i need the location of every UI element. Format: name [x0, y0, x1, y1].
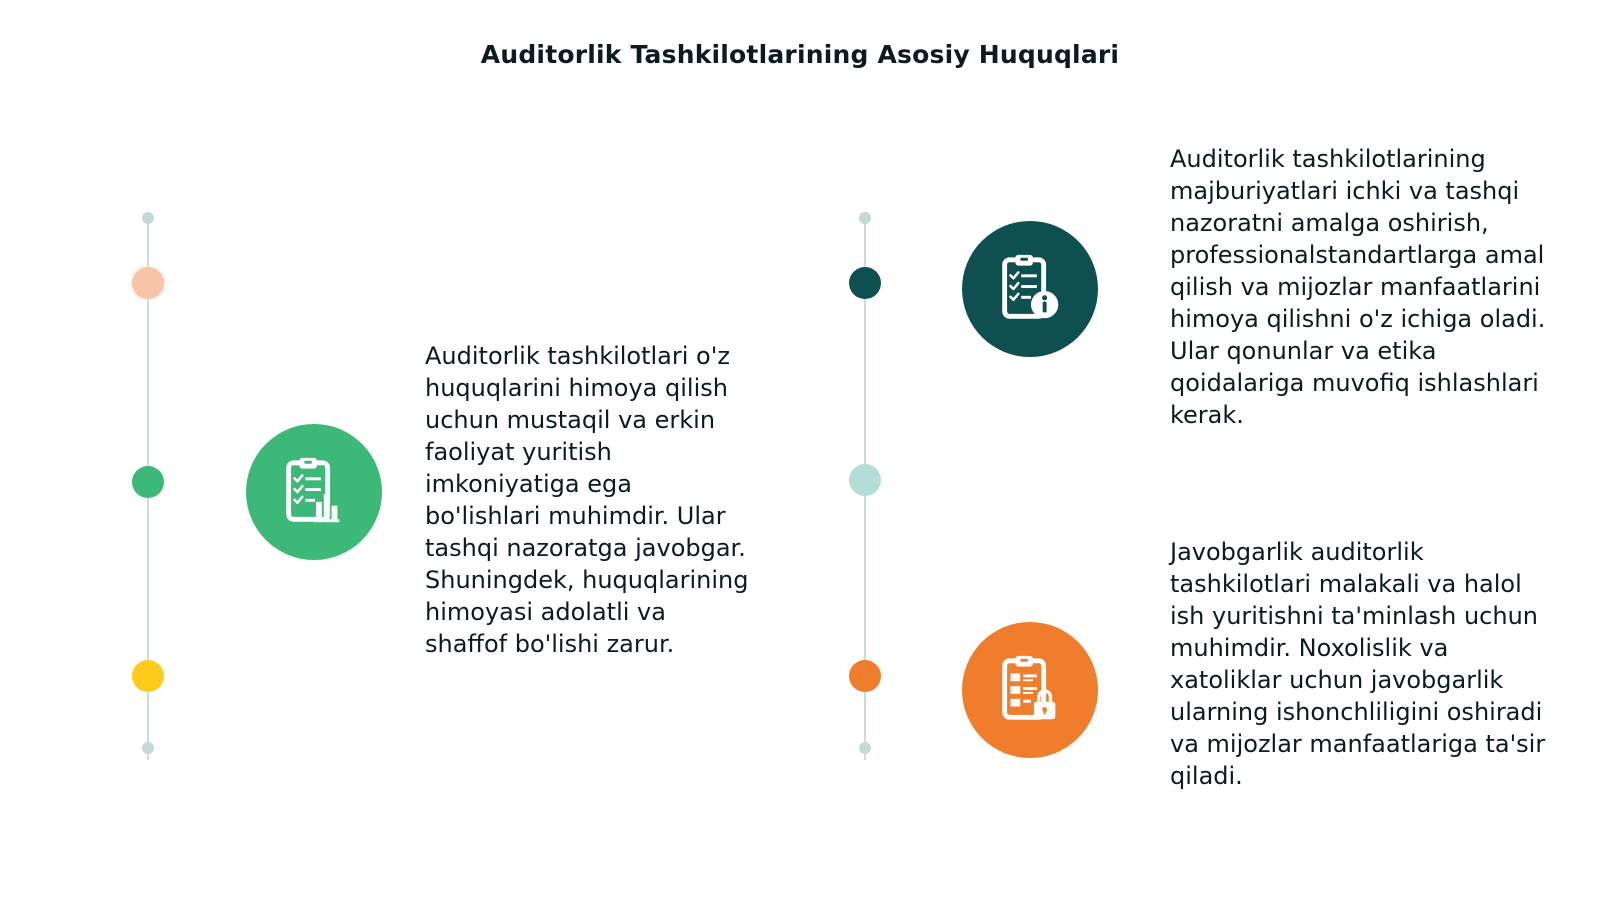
- clipboard-lock-icon: [962, 622, 1098, 758]
- timeline-dot-orange: [849, 660, 881, 692]
- clipboard-info-glyph: [991, 250, 1069, 328]
- timeline-dot-light-teal: [849, 464, 881, 496]
- right-timeline: [845, 212, 885, 772]
- page-title: Auditorlik Tashkilotlarining Asosiy Huquqlari: [480, 40, 1120, 69]
- timeline-dot-dark-teal: [849, 267, 881, 299]
- clipboard-chart-glyph: [275, 453, 353, 531]
- clipboard-lock-glyph: [991, 651, 1069, 729]
- item-text-rights: Auditorlik tashkilotlari o'z huquqlarini himoya qilish uchun mustaqil va erkin faoliyat yuritish imkoniyatiga ega bo'lishlari muhimdir. Ular tashqi nazoratga javobgar. Shuningdek, huquqlarining himoyasi adolatli va shaffof bo'lishi zarur.: [425, 342, 749, 658]
- timeline-dot-yellow: [132, 660, 164, 692]
- timeline-start-cap: [859, 212, 871, 224]
- timeline-dot-peach: [132, 267, 164, 299]
- timeline-start-cap: [142, 212, 154, 224]
- timeline-dot-green: [132, 466, 164, 498]
- item-text-responsibility: Javobgarlik auditorlik tashkilotlari malakali va halol ish yuritishni ta'minlash uchun muhimdir. Noxolislik va xatoliklar uchun javobgarlik ularning ishonchliligini oshiradi va mijozlar manfaatlariga ta'sir qiladi.: [1170, 538, 1546, 790]
- item-text-obligations: Auditorlik tashkilotlarining majburiyatlari ichki va tashqi nazoratni amalga oshirish, professionalstandartlarga amal qilish va mijozlar manfaatlarini himoya qilishni o'z ichiga oladi. Ular qonunlar va etika qoidalariga muvofiq ishlashlari kerak.: [1170, 145, 1546, 429]
- clipboard-chart-icon: [246, 424, 382, 560]
- timeline-end-cap: [142, 742, 154, 754]
- left-timeline: [128, 212, 168, 772]
- clipboard-info-icon: [962, 221, 1098, 357]
- timeline-end-cap: [859, 742, 871, 754]
